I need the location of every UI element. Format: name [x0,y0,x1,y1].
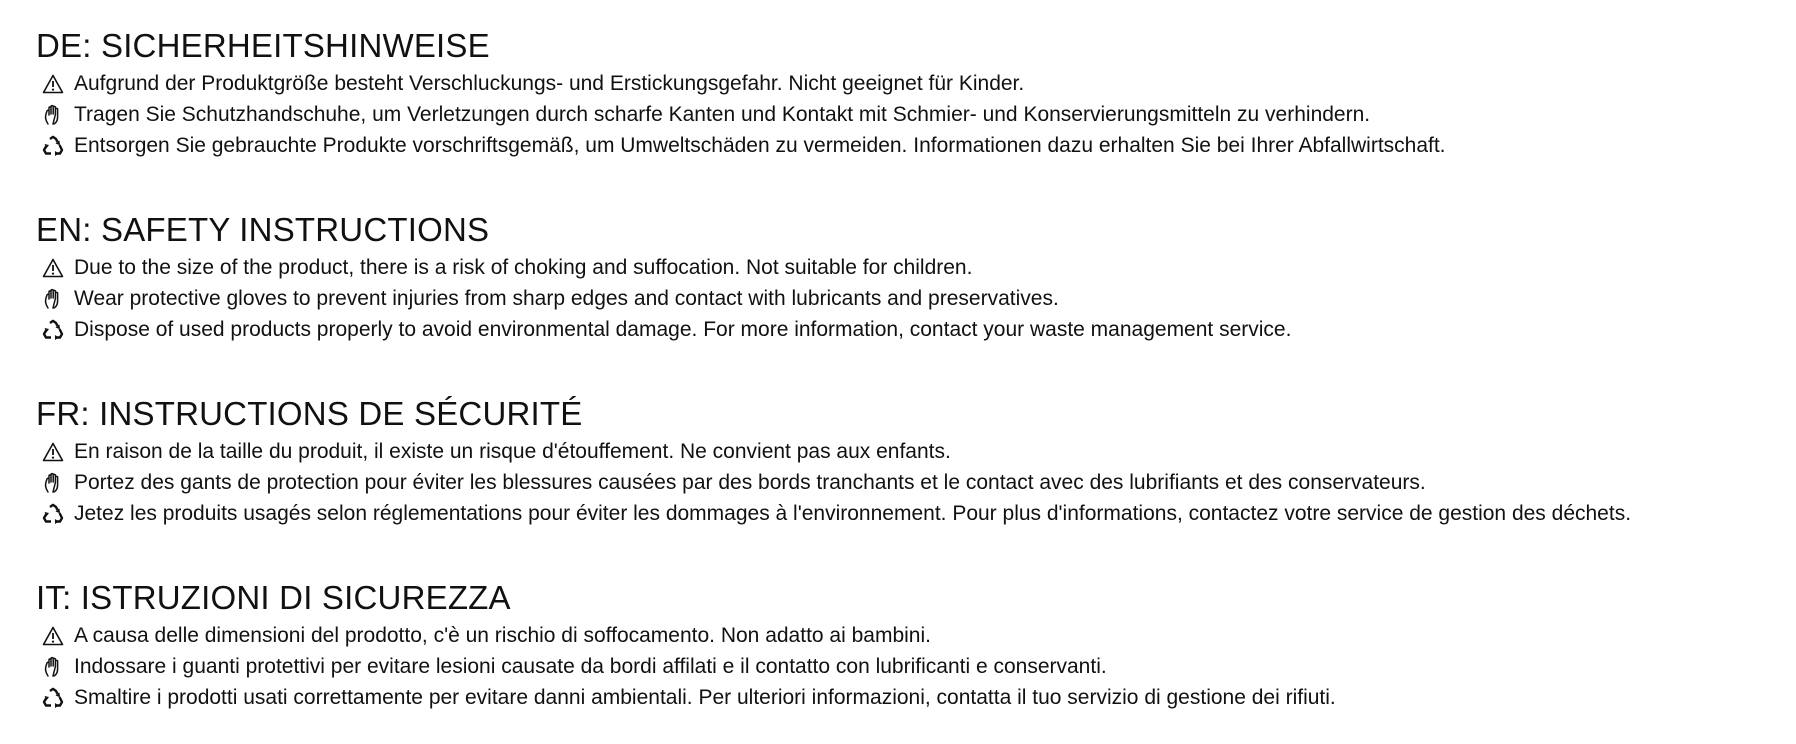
list-item [36,130,1786,161]
list-item [36,436,1786,467]
list-item [36,68,1786,99]
section-it [36,578,1786,713]
recycle-icon [36,135,66,157]
warning-icon [36,258,66,278]
recycle-icon [36,687,66,709]
list-item [36,682,1786,713]
line-text: Indossare i guanti protettivi per evitare lesioni causate da bordi affilati e il contatto con lubrificanti e conservanti. [74,654,1107,678]
glove-icon [36,104,66,126]
list-item [36,651,1786,682]
line-text: Dispose of used products properly to avoid environmental damage. For more information, contact your waste management service. [74,317,1292,341]
list-item [36,498,1786,529]
glove-icon [36,288,66,310]
list-item [36,252,1786,283]
line-text: Due to the size of the product, there is a risk of choking and suffocation. Not suitable for children. [74,255,973,279]
recycle-icon [36,503,66,525]
section-title: FR: INSTRUCTIONS DE SÉCURITÉ [36,395,583,432]
list-item [36,467,1786,498]
line-text: Portez des gants de protection pour éviter les blessures causées par des bords tranchants et le contact avec des lubrifiants et des conservateurs. [74,470,1426,494]
line-text: Jetez les produits usagés selon réglementations pour éviter les dommages à l'environnement. Pour plus d'informations, contactez votre service de gestion des déchets. [74,501,1632,525]
section-title: IT: ISTRUZIONI DI SICUREZZA [36,579,511,616]
line-text: Smaltire i prodotti usati correttamente per evitare danni ambientali. Per ulteriori informazioni, contatta il tuo servizio di gestione dei rifiuti. [74,685,1336,709]
glove-icon [36,472,66,494]
line-text: En raison de la taille du produit, il existe un risque d'étouffement. Ne convient pas aux enfants. [74,439,951,463]
glove-icon [36,656,66,678]
line-text: A causa delle dimensioni del prodotto, c'è un rischio di soffocamento. Non adatto ai bambini. [74,623,931,647]
list-item [36,283,1786,314]
line-text: Wear protective gloves to prevent injuries from sharp edges and contact with lubricants and preservatives. [74,286,1059,310]
section-title: DE: SICHERHEITSHINWEISE [36,27,490,64]
warning-icon [36,626,66,646]
warning-icon [36,442,66,462]
line-text: Entsorgen Sie gebrauchte Produkte vorschriftsgemäß, um Umweltschäden zu vermeiden. Informationen dazu erhalten Sie bei Ihrer Abfallwirtschaft. [74,133,1446,157]
list-item [36,620,1786,651]
line-text: Aufgrund der Produktgröße besteht Verschluckungs- und Erstickungsgefahr. Nicht geeignet für Kinder. [74,71,1025,95]
section-en [36,210,1786,345]
section-fr [36,394,1786,529]
line-text: Tragen Sie Schutzhandschuhe, um Verletzungen durch scharfe Kanten und Kontakt mit Schmier- und Konservierungsmitteln zu verhindern. [74,102,1371,126]
recycle-icon [36,319,66,341]
list-item [36,99,1786,130]
warning-icon [36,74,66,94]
section-de [36,26,1786,161]
section-title: EN: SAFETY INSTRUCTIONS [36,211,490,248]
list-item [36,314,1786,345]
